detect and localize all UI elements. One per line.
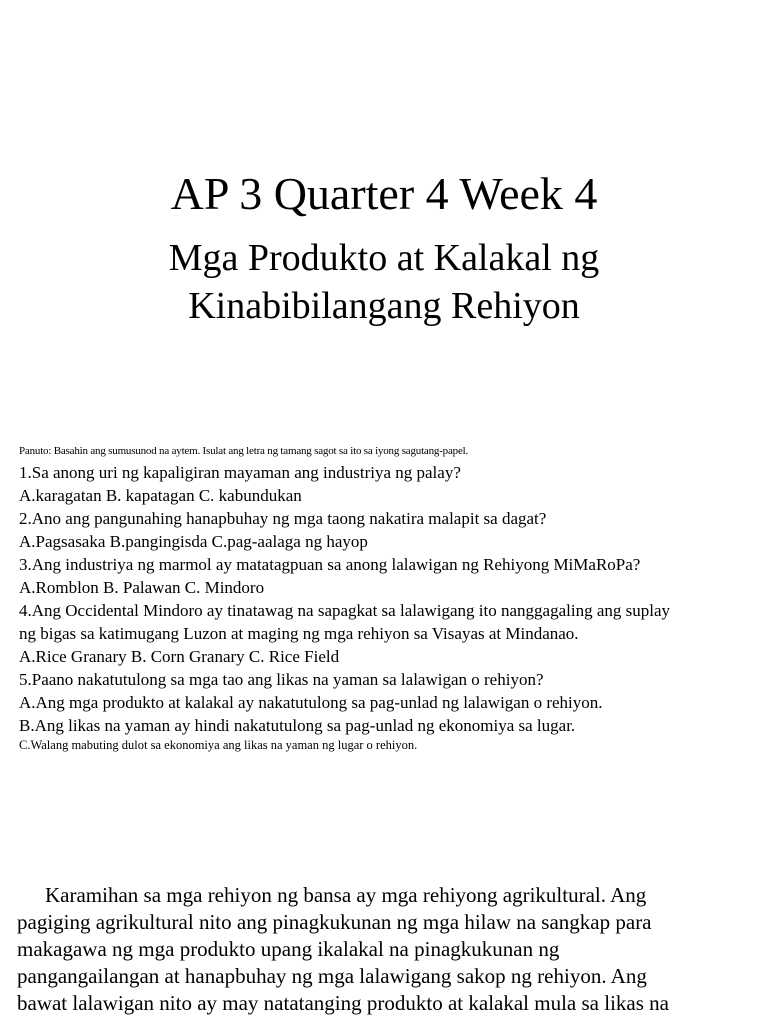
question-4: 4.Ang Occidental Mindoro ay tinatawag na sapagkat sa lalawigang ito nanggagaling ang suplay xyxy=(19,601,671,620)
choices-3: A.Romblon B. Palawan C. Mindoro xyxy=(19,578,265,597)
page-subtitle xyxy=(0,234,768,330)
subtitle-line: Mga Produkto at Kalakal ng xyxy=(168,237,600,279)
passage-line: makagawa ng mga produkto upang ikalakal na pinagkukunan ng xyxy=(17,937,560,961)
passage-line: bawat lalawigan nito ay may natatanging produkto at kalakal mula sa likas na xyxy=(17,991,669,1015)
choices-1: A.karagatan B. kapatagan C. kabundukan xyxy=(19,486,302,505)
passage-line: pagiging agrikultural nito ang pinagkukunan ng mga hilaw na sangkap para xyxy=(17,910,652,934)
subtitle-line: Kinabibilangang Rehiyon xyxy=(188,285,580,327)
question-5: 5.Paano nakatutulong sa mga tao ang likas na yaman sa lalawigan o rehiyon? xyxy=(19,670,544,689)
page-title: AP 3 Quarter 4 Week 4 xyxy=(170,168,598,219)
choice-5a: A.Ang mga produkto at kalakal ay nakatutulong sa pag-unlad ng lalawigan o rehiyon. xyxy=(19,693,603,712)
choice-5c: C.Walang mabuting dulot sa ekonomiya ang likas na yaman ng lugar o rehiyon. xyxy=(19,738,418,752)
choices-2: A.Pagsasaka B.pangingisda C.pag-aalaga ng hayop xyxy=(19,532,368,551)
passage-line: pangangailangan at hanapbuhay ng mga lalawigang sakop ng rehiyon. Ang xyxy=(17,964,647,988)
choices-4: A.Rice Granary B. Corn Granary C. Rice Field xyxy=(19,647,340,666)
passage-line: Karamihan sa mga rehiyon ng bansa ay mga rehiyong agrikultural. Ang xyxy=(45,883,647,907)
choice-5b: B.Ang likas na yaman ay hindi nakatutulong sa pag-unlad ng ekonomiya sa lugar. xyxy=(19,716,576,735)
reading-passage xyxy=(17,882,757,1017)
question-2: 2.Ano ang pangunahing hanapbuhay ng mga taong nakatira malapit sa dagat? xyxy=(19,509,547,528)
question-1: 1.Sa anong uri ng kapaligiran mayaman ang industriya ng palay? xyxy=(19,463,461,482)
question-3: 3.Ang industriya ng marmol ay matatagpuan sa anong lalawigan ng Rehiyong MiMaRoPa? xyxy=(19,555,641,574)
question-4-continued: ng bigas sa katimugang Luzon at maging ng mga rehiyon sa Visayas at Mindanao. xyxy=(19,624,579,643)
quiz-section xyxy=(19,444,759,753)
instructions-text: Panuto: Basahin ang sumusunod na aytem. Isulat ang letra ng tamang sagot sa ito sa iyong sagutang-papel. xyxy=(19,445,469,457)
